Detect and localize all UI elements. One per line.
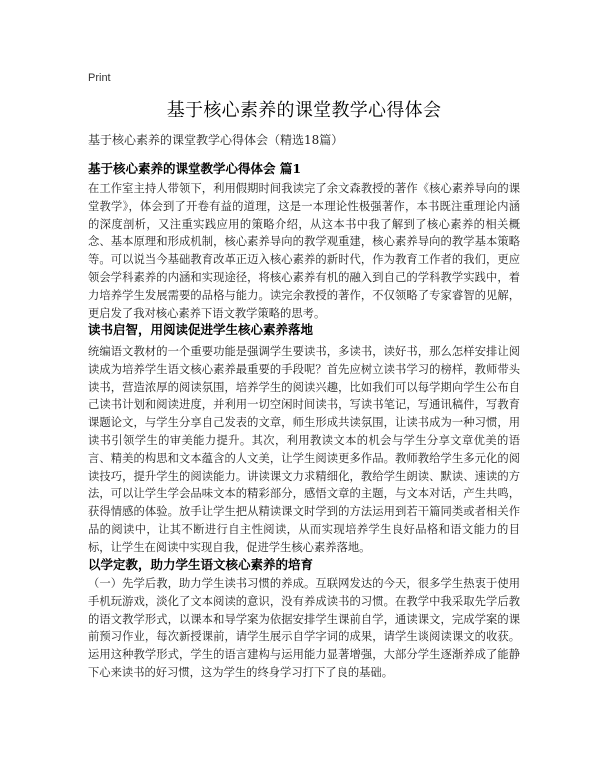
section-heading-2: 读书启智，用阅读促进学生核心素养落地 — [88, 322, 314, 337]
section-paragraph-2: 统编语文教材的一个重要功能是强调学生要读书，多读书，读好书，那么怎样安排让阅读成为培养学生语文核心素养最重要的手段呢？首先应树立读书学习的榜样，教师带头读书，营造浓厚的阅读氛围，培养学生的阅读兴趣，比如我们可以每学期向学生公布自己读书计划和阅读进度，并利用一切空闲时间读书，写读书笔记，写通讯稿件，写教育课题论文，与学生分享自己发表的文章，师生形成共读氛围，让读书成为一种习惯，用读书引领学生的审美能力提升。其次，利用教读文本的机会与学生分享文章优美的语言、精美的构思和文本蕴含的人文美，让学生阅读更多作品。教师教给学生多元化的阅读技巧，提升学生的阅读能力。讲读课文力求精细化，教给学生朗读、默读、速读的方法，可以让学生学会品味文本的精彩部分，感悟文章的主题，与文本对话，产生共鸣，获得情感的体验。放手让学生把从精读课文时学到的方法运用到若干篇同类或者相关作品的阅读中，让其不断进行自主性阅读，从而实现培养学生良好品格和语文能力的目标，让学生在阅读中实现自我，促进学生核心素养落地。 — [88, 345, 520, 554]
document-subtitle: 基于核心素养的课堂教学心得体会（精选18篇） — [88, 133, 344, 147]
section-paragraph-1: 在工作室主持人带领下，利用假期时间我读完了余文森教授的著作《核心素养导向的课堂教学》，体会到了开卷有益的道理，这是一本理论性极强著作，本书既注重理论内涵的深度剖析，又注重实践应用的策略介绍，从这本书中我了解到了核心素养的相关概念、基本原理和形成机制，核心素养导向的教学观重建，核心素养导向的教学基本策略等。可以说当今基础教育改革正迈入核心素养的新时代，作为教育工作者的我们，更应领会学科素养的内涵和实现途径，将核心素养有机的融入到自己的学科教学实践中，着力培养学生发展需要的品格与能力。读完余教授的著作，不仅领略了专家睿智的见解，更启发了我对核心素养下语文教学策略的思考。 — [88, 182, 520, 320]
page-title: 基于核心素养的课堂教学心得体会 — [166, 100, 442, 121]
section-heading-1: 基于核心素养的课堂教学心得体会 篇1 — [88, 161, 302, 176]
section-paragraph-3: （一）先学后教，助力学生读书习惯的养成。互联网发达的今天，很多学生热衷于使用手机玩游戏，淡化了文本阅读的意识，没有养成读书的习惯。在教学中我采取先学后教的语文教学形式，以课本和导学案为依据安排学生课前自学，通读课文，完成学案的课前预习作业，每次新授课前，请学生展示自学字词的成果，请学生谈阅读课文的收获。运用这种教学形式，学生的语言建构与运用能力显著增强，大部分学生逐渐养成了能静下心来读书的好习惯，这为学生的终身学习打下了良的基础。 — [88, 577, 520, 679]
section-heading-3: 以学定教，助力学生语文核心素养的培育 — [88, 557, 314, 572]
print-label[interactable]: Print — [88, 72, 111, 84]
